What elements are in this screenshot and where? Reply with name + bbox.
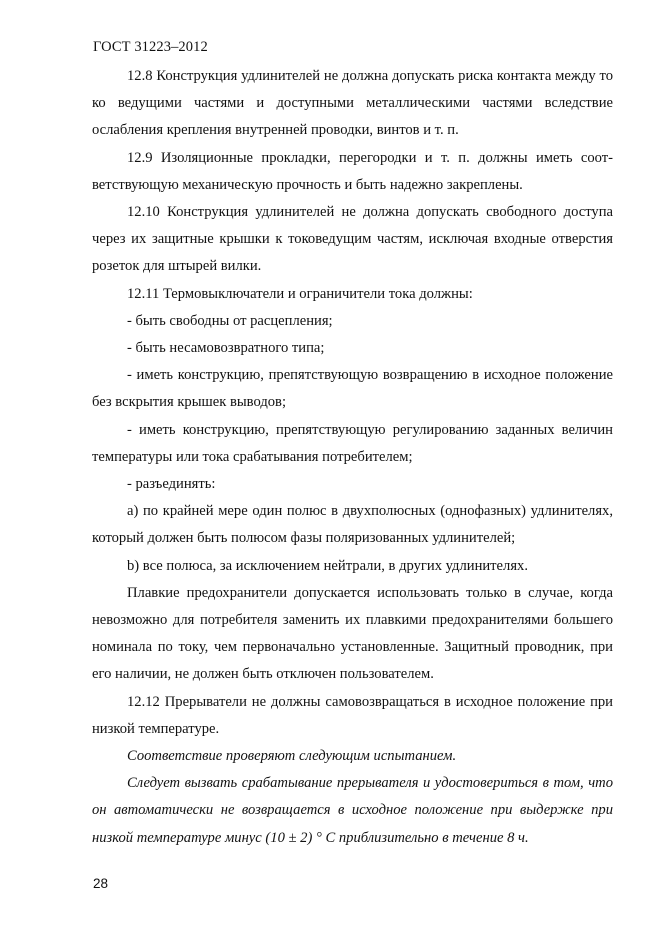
list-item: - быть несамовозвратного типа; xyxy=(127,340,325,357)
test-procedure: Следует вызвать срабатывание прерывателя и удостовериться в том, что он автоматически не возвращается в исходное положение при выдержке при низкой температуре минус (10 ± 2) ° С приблизительно в течение 8 ч. xyxy=(92,775,613,846)
fuses-paragraph: Плавкие предохранители допускается использовать только в случае, когда невозможно для потребителя заменить их плавкими предохранителями большего номинала по току, чем первоначально установленные. Защитный проводник, при его наличии, не должен быть отключен пользователем. xyxy=(92,584,613,683)
list-item: - иметь конструкцию, препятствующую регулированию заданных величин температуры или тока срабатывания потребителем; xyxy=(92,421,613,465)
compliance-check: Соответствие проверяют следующим испытанием. xyxy=(127,748,457,765)
list-item: - иметь конструкцию, препятствующую возвращению в исходное положение без вскрытия крышек выводов; xyxy=(92,367,613,411)
list-item: - разъединять: xyxy=(127,476,216,493)
paragraph-12-12: 12.12 Прерыватели не должны самовозвращаться в исходное положение при низкой температуре. xyxy=(92,693,613,737)
document-body xyxy=(92,63,613,852)
document-header: ГОСТ 31223–2012 xyxy=(93,39,208,55)
paragraph-12-11: 12.11 Термовыключатели и ограничители тока должны: xyxy=(127,285,473,302)
sub-item-a: a) по крайней мере один полюс в двухполюсных (однофазных) удлинителях, который должен быть полюсом фазы поляризованных удлинителей; xyxy=(92,503,613,547)
paragraph-12-8: 12.8 Конструкция удлинителей не должна допускать риска контакта между то ко ведущими частями и доступными металлическими частями вследствие ослабления крепления внутренней проводки, винтов и т. п. xyxy=(92,68,613,139)
page-number: 28 xyxy=(93,876,109,891)
sub-item-b: b) все полюса, за исключением нейтрали, в других удлинителях. xyxy=(127,557,528,574)
list-item: - быть свободны от расцепления; xyxy=(127,312,333,329)
paragraph-12-10: 12.10 Конструкция удлинителей не должна допускать свободного доступа через их защитные крышки к токоведущим частям, исключая входные отверстия розеток для штырей вилки. xyxy=(92,204,613,275)
paragraph-12-9: 12.9 Изоляционные прокладки, перегородки и т. п. должны иметь соответствующую механическую прочность и быть надежно закреплены. xyxy=(92,149,613,193)
